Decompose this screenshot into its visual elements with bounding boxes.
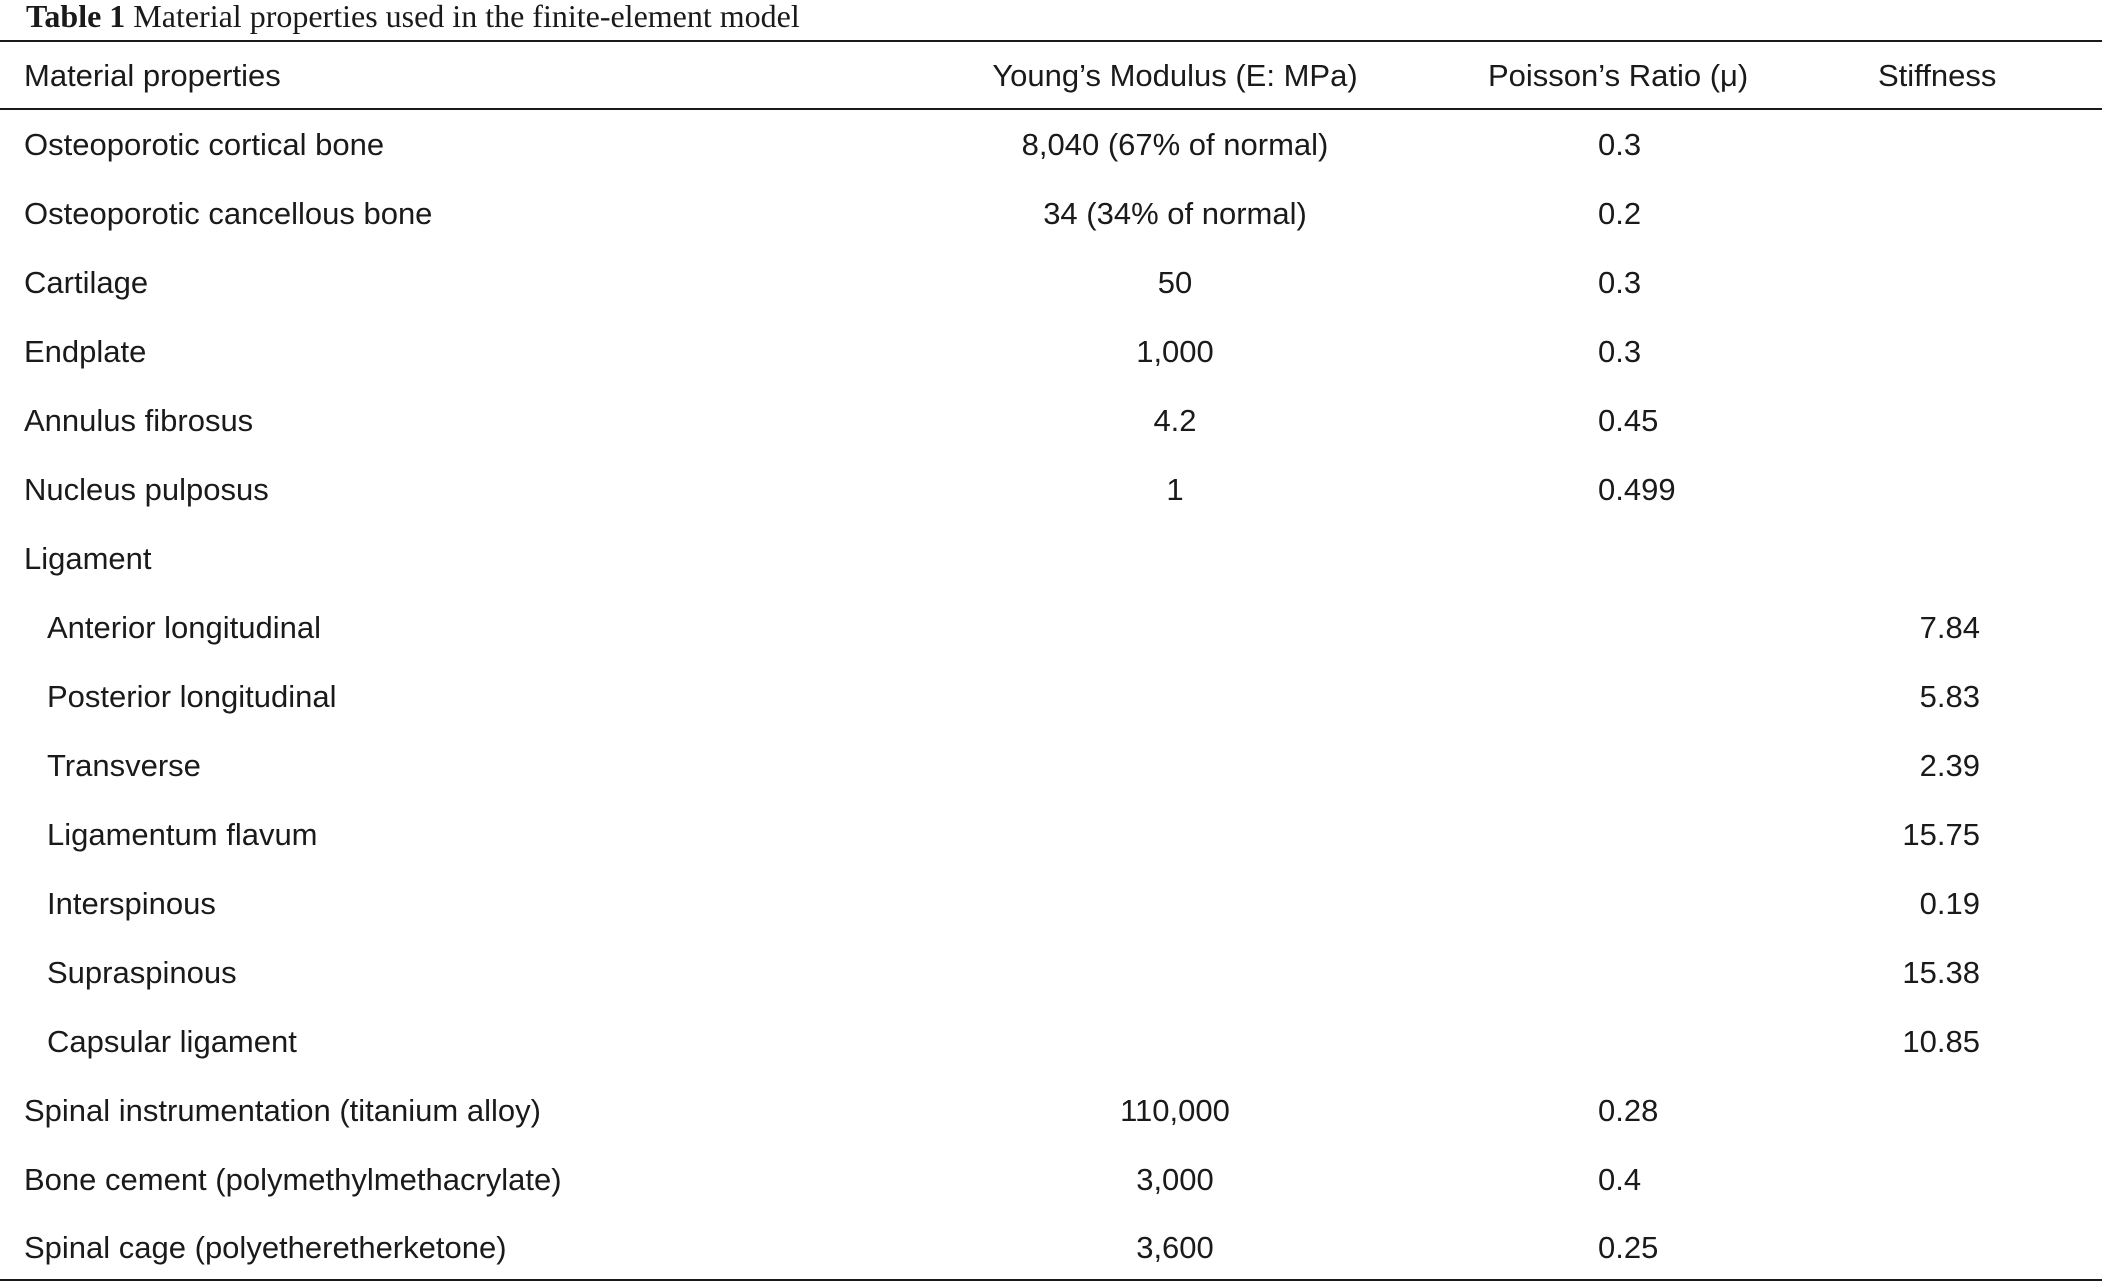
table-bottom-rule: [0, 1279, 2102, 1281]
header-stiffness: Stiffness: [1878, 58, 1997, 93]
row-ligament-name: Anterior longitudinal: [47, 610, 322, 645]
row-poisson-value: 0.3: [1598, 127, 1642, 162]
header-poissons-ratio: Poisson’s Ratio (μ): [1488, 58, 1749, 93]
row-material-name: Nucleus pulposus: [24, 472, 269, 507]
row-material-name: Spinal instrumentation (titanium alloy): [24, 1093, 541, 1128]
row-youngs-value: 8,040 (67% of normal): [1021, 127, 1329, 162]
table-caption-text: Material properties used in the finite-element model: [133, 0, 800, 34]
row-material-name: Endplate: [24, 334, 147, 369]
row-youngs-value: 3,600: [1136, 1230, 1214, 1265]
row-youngs-value: 34 (34% of normal): [1043, 196, 1307, 231]
row-youngs-value: 4.2: [1153, 403, 1197, 438]
row-youngs-value: 110,000: [1120, 1093, 1230, 1128]
table-top-rule: [0, 40, 2102, 42]
row-material-name: Bone cement (polymethylmethacrylate): [24, 1162, 562, 1197]
row-stiffness-value: 2.39: [1919, 748, 1980, 783]
row-stiffness-value: 15.75: [1902, 817, 1980, 852]
row-stiffness-value: 7.84: [1919, 610, 1980, 645]
row-material-name: Osteoporotic cancellous bone: [24, 196, 433, 231]
row-ligament-name: Capsular ligament: [47, 1024, 297, 1059]
row-youngs-value: 50: [1157, 265, 1193, 300]
row-poisson-value: 0.4: [1598, 1162, 1642, 1197]
header-material: Material properties: [24, 58, 281, 93]
row-ligament-name: Posterior longitudinal: [47, 679, 337, 714]
row-poisson-value: 0.45: [1598, 403, 1659, 438]
row-youngs-value: 1: [1166, 472, 1184, 507]
table-header-rule: [0, 108, 2102, 110]
row-ligament-name: Ligamentum flavum: [47, 817, 318, 852]
row-stiffness-value: 15.38: [1902, 955, 1980, 990]
row-ligament-name: Transverse: [47, 748, 201, 783]
row-material-name: Spinal cage (polyetheretherketone): [24, 1230, 507, 1265]
row-group-ligament: Ligament: [24, 541, 152, 576]
row-material-name: Cartilage: [24, 265, 149, 300]
row-poisson-value: 0.3: [1598, 334, 1642, 369]
row-youngs-value: 1,000: [1136, 334, 1214, 369]
row-poisson-value: 0.499: [1598, 472, 1676, 507]
table-caption-label: Table 1: [26, 0, 126, 34]
row-stiffness-value: 10.85: [1902, 1024, 1980, 1059]
row-stiffness-value: 5.83: [1919, 679, 1980, 714]
row-poisson-value: 0.2: [1598, 196, 1642, 231]
row-youngs-value: 3,000: [1136, 1162, 1214, 1197]
row-material-name: Annulus fibrosus: [24, 403, 254, 438]
row-poisson-value: 0.3: [1598, 265, 1642, 300]
header-youngs-modulus: Young’s Modulus (E: MPa): [992, 58, 1358, 93]
row-poisson-value: 0.25: [1598, 1230, 1659, 1265]
table-caption: [26, 0, 800, 38]
row-poisson-value: 0.28: [1598, 1093, 1659, 1128]
row-ligament-name: Interspinous: [47, 886, 216, 921]
row-material-name: Osteoporotic cortical bone: [24, 127, 385, 162]
row-stiffness-value: 0.19: [1919, 886, 1980, 921]
row-ligament-name: Supraspinous: [47, 955, 237, 990]
